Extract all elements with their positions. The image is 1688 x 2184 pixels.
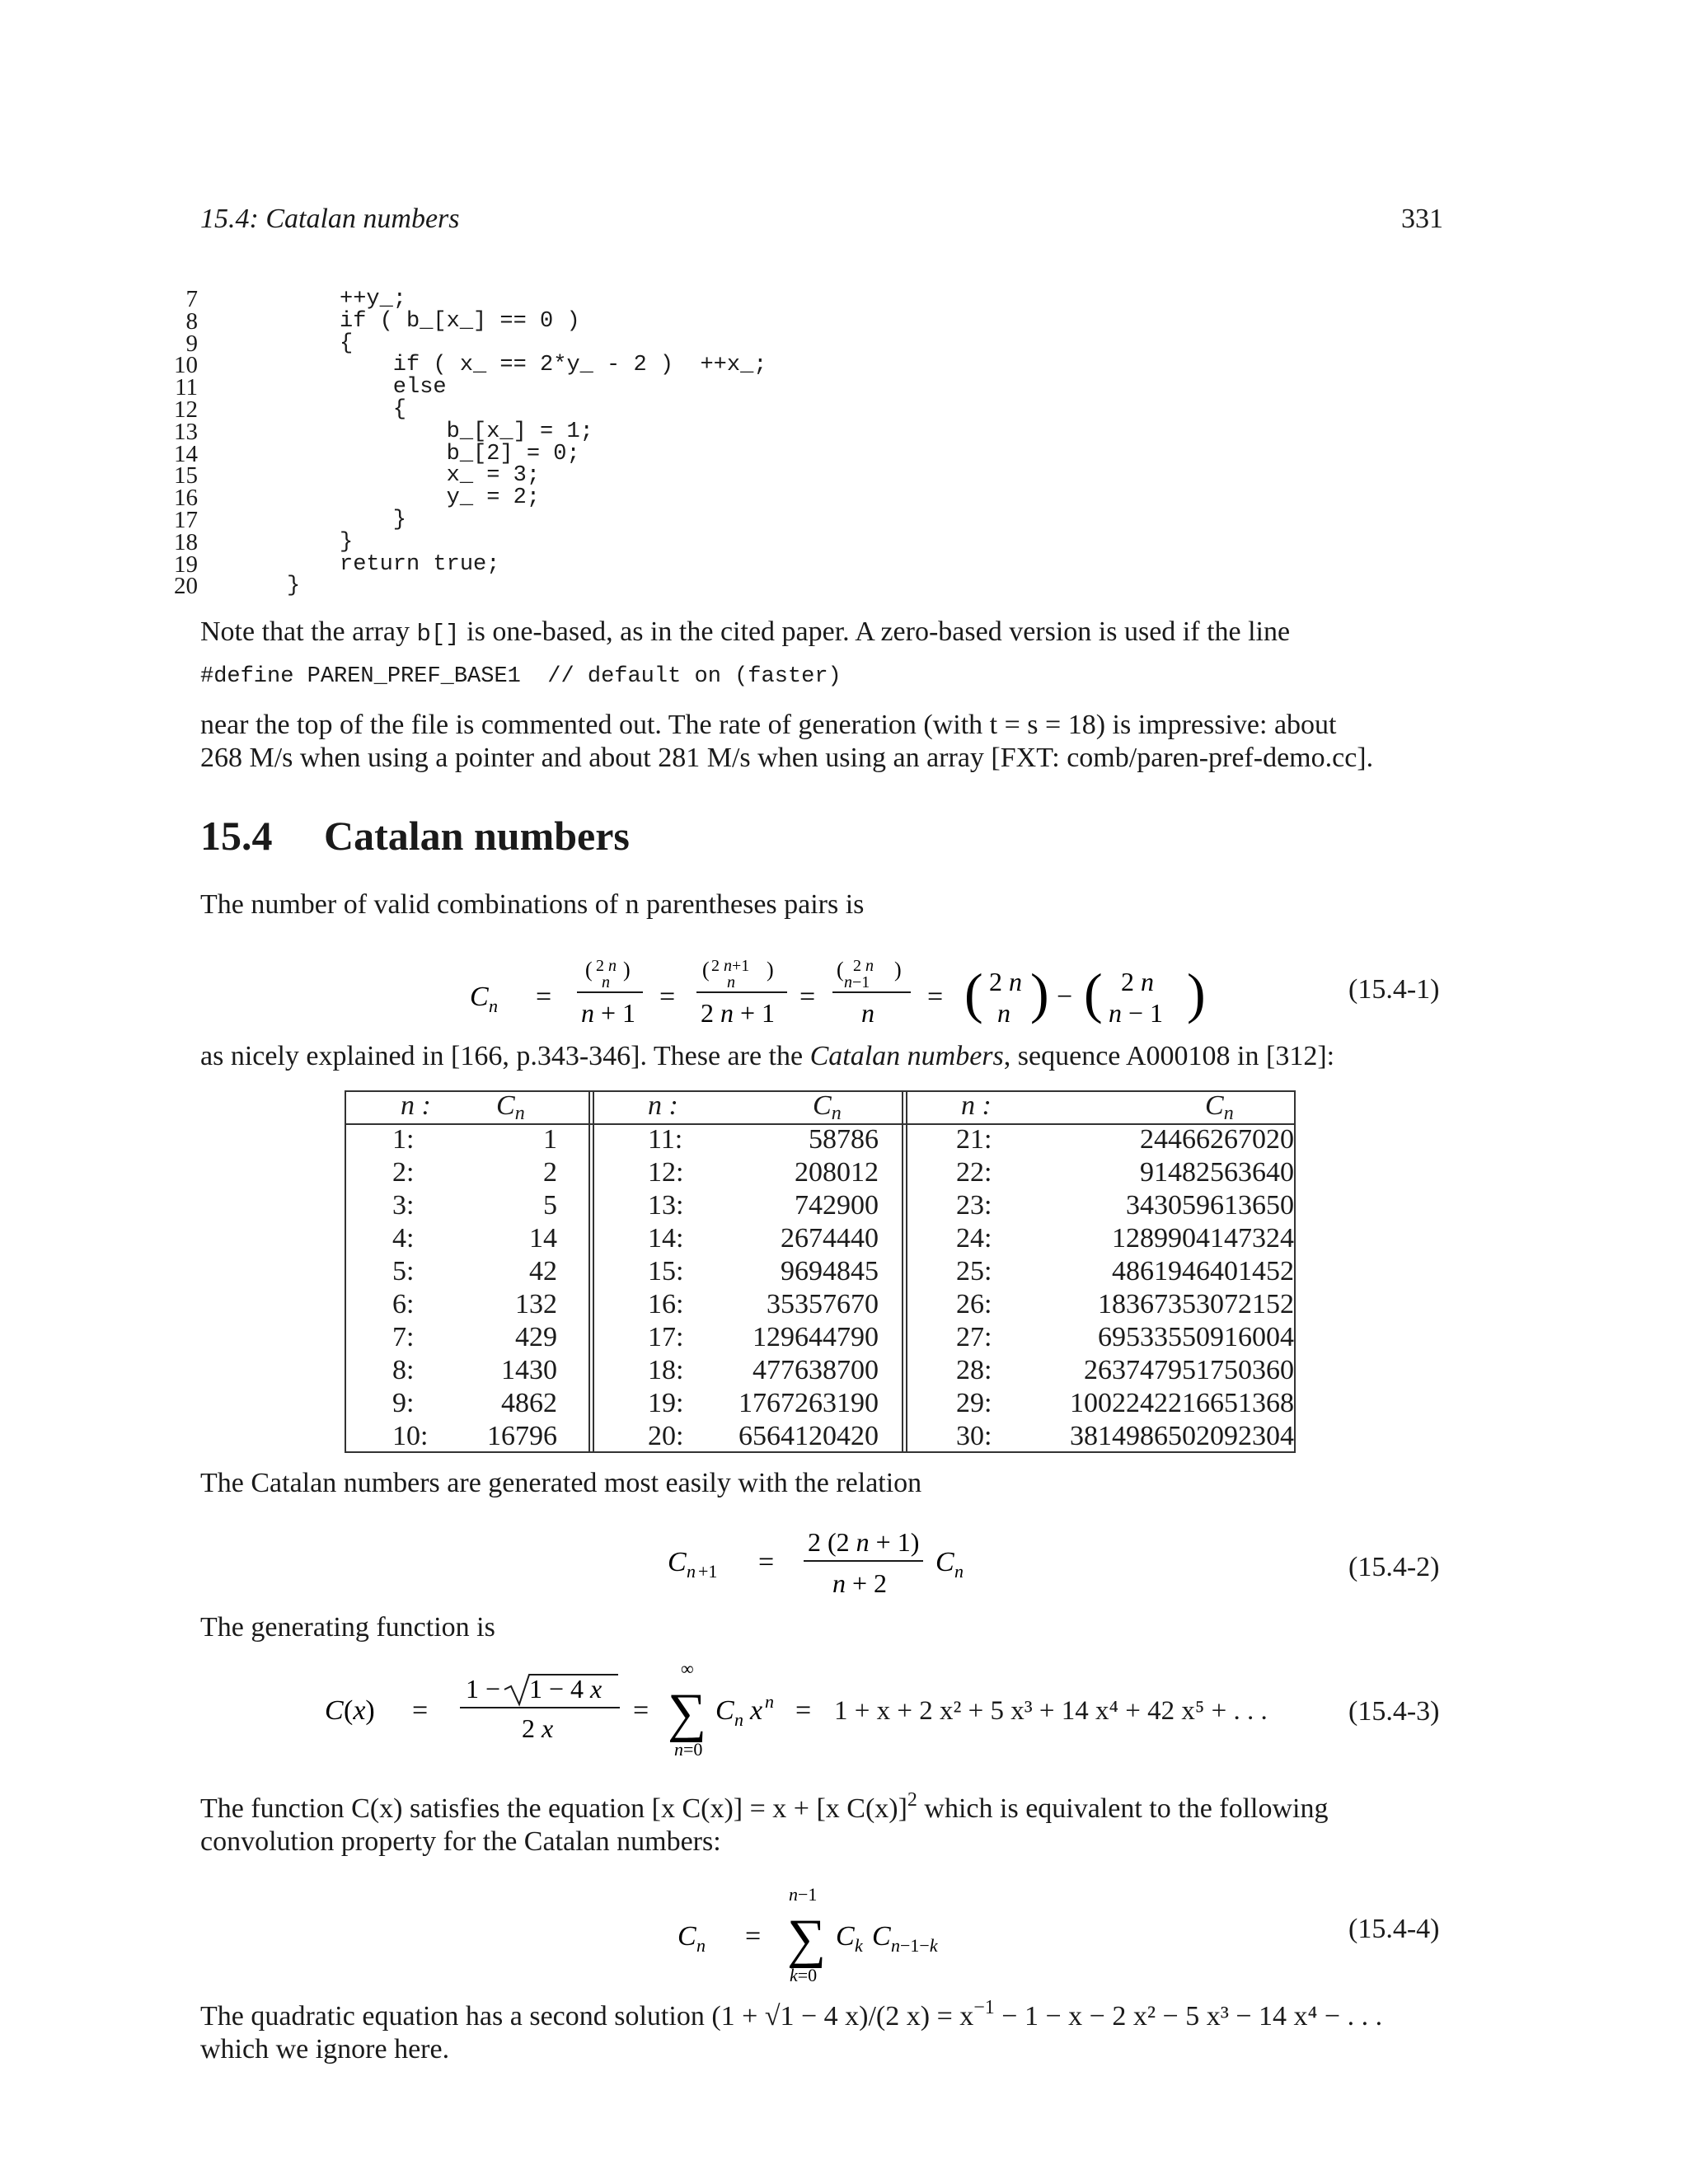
table-row <box>648 1255 879 1288</box>
table-cell-cn: 4862 <box>501 1388 557 1418</box>
table-row <box>392 1156 557 1189</box>
series-expansion: 1 + x + 2 x² + 5 x³ + 14 x⁴ + 42 x⁵ + . . . <box>834 1696 1268 1726</box>
table-cell-n: 13: <box>648 1190 684 1221</box>
emphasis-catalan-numbers: Catalan numbers <box>809 1041 1004 1071</box>
svg-text:∑: ∑ <box>668 1683 707 1743</box>
svg-text:n: n <box>997 998 1010 1028</box>
table-col-3 <box>956 1123 1294 1453</box>
svg-text:(: ( <box>964 962 983 1024</box>
table-row <box>956 1321 1294 1354</box>
svg-text:(: ( <box>702 958 710 982</box>
table-cell-cn: 69533550916004 <box>1098 1322 1294 1352</box>
text: is one-based, as in the cited paper. A zero-based version is used if the line <box>459 616 1291 647</box>
svg-text:n + 2: n + 2 <box>832 1568 888 1598</box>
table-row <box>956 1156 1294 1189</box>
table-cell-cn: 1430 <box>501 1355 557 1385</box>
table-cell-cn: 1002242216651368 <box>1070 1388 1294 1418</box>
svg-text:∞: ∞ <box>681 1658 694 1679</box>
table-cell-cn: 129644790 <box>753 1322 879 1352</box>
code-line-number: 15 <box>174 462 198 490</box>
table-cell-n: 20: <box>648 1421 684 1451</box>
code-line: b_[x_] = 1; <box>340 419 593 444</box>
svg-text:2 n + 1: 2 n + 1 <box>701 998 776 1028</box>
table-col-2 <box>648 1123 879 1453</box>
text-line: The function C(x) satisfies the equation [x C(x)] = x + [x C(x)]$^2$ which is equivalent to the following <box>200 1789 1329 1824</box>
paragraph-array-note <box>200 616 1290 651</box>
svg-text:=: = <box>758 1547 775 1577</box>
code-line: y_ = 2; <box>340 485 541 511</box>
text: Note that the array <box>200 616 417 647</box>
table-header-n: n : <box>961 1090 992 1121</box>
code-line-numbers <box>157 288 198 598</box>
svg-text:n: n <box>861 998 874 1028</box>
table-row <box>648 1420 879 1453</box>
n: n <box>514 1103 525 1124</box>
table-row <box>956 1123 1294 1156</box>
table-cell-cn: 263747951750360 <box>1084 1355 1294 1385</box>
svg-text:): ) <box>1187 962 1206 1024</box>
table-row <box>392 1387 557 1420</box>
equation-number-15-4-1: (15.4-1) <box>1348 974 1440 1005</box>
svg-text:): ) <box>894 958 902 982</box>
table-row <box>956 1222 1294 1255</box>
text: − 1 − x − 2 x² − 5 x³ − 14 x⁴ − . . . <box>994 2001 1383 2032</box>
svg-text:(: ( <box>1084 962 1103 1024</box>
table-cell-cn: 2674440 <box>781 1223 879 1254</box>
table-cell-cn: 5 <box>543 1190 557 1221</box>
code-line-number: 7 <box>185 286 198 312</box>
paragraph-valid-combinations: The number of valid combinations of n parentheses pairs is <box>200 889 865 920</box>
table-cell-cn: 1289904147324 <box>1112 1223 1294 1254</box>
table-header-cn <box>1205 1090 1234 1125</box>
table-row <box>392 1123 557 1156</box>
svg-text:2 n+1: 2 n+1 <box>711 957 750 975</box>
code-line-number: 18 <box>174 528 198 555</box>
table-cell-cn: 429 <box>515 1322 557 1352</box>
equation-15-4-4-graphic <box>659 1879 989 1986</box>
table-cell-n: 27: <box>956 1322 992 1352</box>
svg-text:C: C <box>325 1695 344 1726</box>
table-block <box>956 1123 1294 1453</box>
code-line: if ( b_[x_] == 0 ) <box>340 308 580 334</box>
code-line: } <box>287 574 301 599</box>
table-row <box>648 1222 879 1255</box>
svg-text:∑: ∑ <box>787 1909 827 1969</box>
equation-15-4-3 <box>313 1657 1343 1764</box>
svg-text:n−1: n−1 <box>844 973 870 991</box>
table-cell-cn: 58786 <box>809 1124 879 1155</box>
table-cell-n: 11: <box>648 1124 683 1155</box>
svg-text:1 −: 1 − <box>466 1674 501 1704</box>
table-double-rule <box>902 1092 907 1451</box>
table-cell-cn: 2 <box>543 1157 557 1188</box>
table-cell-cn: 14 <box>529 1223 557 1254</box>
section-number: 15.4 <box>200 813 273 859</box>
svg-text:n + 1: n + 1 <box>581 998 636 1028</box>
section-title: Catalan numbers <box>324 813 630 859</box>
table-cell-cn: 4861946401452 <box>1112 1256 1294 1286</box>
svg-text:): ) <box>1030 962 1049 1024</box>
table-row <box>956 1189 1294 1222</box>
svg-text:(: ( <box>837 958 844 982</box>
n: n <box>831 1103 842 1124</box>
code-line-number: 20 <box>174 573 198 600</box>
svg-text:2 (2 n + 1): 2 (2 n + 1) <box>808 1527 920 1557</box>
table-row <box>648 1123 879 1156</box>
table-cell-cn: 35357670 <box>767 1289 879 1319</box>
text: , sequence A000108 in [312]: <box>1003 1041 1335 1071</box>
svg-text:n: n <box>602 973 610 991</box>
table-cell-cn: 6564120420 <box>738 1421 879 1451</box>
section-heading <box>200 812 630 860</box>
svg-text:=: = <box>799 982 816 1012</box>
text-line: The quadratic equation has a second solution (1 + √1 − 4 x)/(2 $x) = x^{-1} - 1 - x - 2$ x² − 5 x³ − 14 x⁴ − . . . <box>200 1997 1383 2032</box>
table-cell-cn: 1767263190 <box>738 1388 879 1418</box>
svg-text:=: = <box>927 982 944 1012</box>
code-line: x_ = 3; <box>340 463 541 489</box>
table-cell-n: 16: <box>648 1289 684 1319</box>
table-row <box>392 1420 557 1453</box>
code-line-number: 10 <box>174 352 198 379</box>
table-cell-cn: 477638700 <box>753 1355 879 1385</box>
table-cell-cn: 343059613650 <box>1126 1190 1294 1221</box>
table-row <box>956 1420 1294 1453</box>
table-cell-cn: 742900 <box>795 1190 879 1221</box>
svg-text:): ) <box>623 958 631 982</box>
svg-text:C: C <box>715 1695 734 1726</box>
table-cell-cn: 3814986502092304 <box>1070 1421 1294 1451</box>
svg-text:n: n <box>727 973 735 991</box>
table-cell-n: 6: <box>392 1289 415 1319</box>
table-cell-n: 25: <box>956 1256 992 1286</box>
svg-text:C: C <box>470 982 489 1012</box>
table-header-cn <box>813 1090 842 1125</box>
svg-text:n: n <box>696 1935 706 1956</box>
table-row <box>956 1354 1294 1387</box>
table-cell-cn: 24466267020 <box>1140 1124 1294 1155</box>
code-line-number: 19 <box>174 551 198 578</box>
table-cell-n: 14: <box>648 1223 684 1254</box>
svg-text:n: n <box>954 1561 964 1582</box>
code-line: else <box>340 375 447 401</box>
table-row <box>648 1321 879 1354</box>
table-cell-n: 21: <box>956 1124 992 1155</box>
code-line: return true; <box>340 551 500 577</box>
svg-text:−: − <box>1057 982 1073 1012</box>
code-line-number: 8 <box>185 307 198 335</box>
code-line: { <box>340 330 354 356</box>
table-cell-n: 9: <box>392 1388 415 1418</box>
equation-number-15-4-4: (15.4-4) <box>1348 1914 1440 1944</box>
table-cell-cn: 91482563640 <box>1140 1157 1294 1188</box>
table-header-n: n : <box>648 1090 678 1121</box>
code-line: } <box>340 507 407 532</box>
code-line-number: 16 <box>174 485 198 512</box>
paragraph-functional-equation <box>200 1783 1445 1858</box>
table-row <box>648 1189 879 1222</box>
table-cell-n: 5: <box>392 1256 415 1286</box>
table-cell-cn: 42 <box>529 1256 557 1286</box>
table-cell-cn: 208012 <box>795 1157 879 1188</box>
table-col-1 <box>392 1123 557 1453</box>
table-cell-n: 23: <box>956 1190 992 1221</box>
table-row <box>648 1387 879 1420</box>
table-cell-n: 4: <box>392 1223 415 1254</box>
table-cell-n: 24: <box>956 1223 992 1254</box>
table-header-cn <box>496 1090 525 1125</box>
table-cell-n: 18: <box>648 1355 684 1385</box>
svg-text:+1: +1 <box>698 1561 718 1582</box>
svg-text:2 n: 2 n <box>1121 967 1154 996</box>
svg-text:C: C <box>935 1547 954 1577</box>
table-cell-cn: 132 <box>515 1289 557 1319</box>
svg-text:x: x <box>750 1695 763 1726</box>
svg-text:n: n <box>687 1561 696 1582</box>
svg-text:n: n <box>734 1709 743 1730</box>
table-row <box>648 1156 879 1189</box>
table-row <box>392 1189 557 1222</box>
paragraph-catalan-intro <box>200 1040 1334 1073</box>
table-row <box>392 1222 557 1255</box>
table-cell-n: 19: <box>648 1388 684 1418</box>
paragraph-generating-function: The generating function is <box>200 1612 495 1643</box>
table-row <box>392 1321 557 1354</box>
catalan-table <box>345 1090 1296 1453</box>
table-cell-n: 26: <box>956 1289 992 1319</box>
equation-number-15-4-3: (15.4-3) <box>1348 1696 1440 1727</box>
table-cell-n: 17: <box>648 1322 684 1352</box>
table-cell-cn: 18367353072152 <box>1098 1289 1294 1319</box>
svg-text:=: = <box>745 1921 762 1952</box>
equation-number-15-4-2: (15.4-2) <box>1348 1552 1440 1582</box>
svg-text:2 n: 2 n <box>596 957 617 975</box>
svg-text:(x): (x) <box>344 1695 375 1726</box>
code-line-number: 12 <box>174 396 198 423</box>
svg-text:n − 1: n − 1 <box>1109 998 1164 1028</box>
table-cell-n: 3: <box>392 1190 415 1221</box>
table-cell-n: 7: <box>392 1322 415 1352</box>
svg-text:k=0: k=0 <box>790 1965 818 1985</box>
table-row <box>392 1288 557 1321</box>
svg-text:=: = <box>633 1695 649 1726</box>
code-line-number: 13 <box>174 418 198 445</box>
text-line: which we ignore here. <box>200 2034 450 2064</box>
page-number: 331 <box>1401 204 1443 234</box>
code-line: { <box>340 396 407 422</box>
svg-text:=: = <box>795 1695 812 1726</box>
equation-15-4-1 <box>462 940 1220 1038</box>
text: which is equivalent to the following <box>917 1793 1329 1824</box>
equation-15-4-1-graphic <box>462 940 1220 1038</box>
code-line: ++y_; <box>340 287 407 312</box>
c: C <box>813 1090 832 1121</box>
text: as nicely explained in [166, p.343-346]. These are the <box>200 1041 810 1071</box>
inline-code: b[] <box>416 621 460 648</box>
equation-15-4-3-graphic <box>313 1657 841 1764</box>
svg-text:n=0: n=0 <box>674 1739 703 1760</box>
table-block <box>648 1123 879 1453</box>
code-line-number: 11 <box>175 374 198 401</box>
code-listing <box>287 287 767 599</box>
svg-text:=: = <box>659 982 676 1012</box>
svg-text:C: C <box>872 1921 891 1952</box>
svg-text:(: ( <box>585 958 593 982</box>
table-row <box>392 1255 557 1288</box>
svg-text:C: C <box>678 1921 696 1952</box>
running-header-section: 15.4: Catalan numbers <box>200 204 460 234</box>
table-cell-n: 28: <box>956 1355 992 1385</box>
n: n <box>1223 1103 1234 1124</box>
svg-text:n: n <box>489 996 498 1016</box>
table-row <box>956 1255 1294 1288</box>
table-cell-cn: 16796 <box>487 1421 557 1451</box>
table-cell-n: 2: <box>392 1157 415 1188</box>
text-line: convolution property for the Catalan numbers: <box>200 1826 721 1857</box>
svg-text:2 n: 2 n <box>853 957 874 975</box>
define-line: #define PAREN_PREF_BASE1 // default on (faster) <box>200 664 842 689</box>
table-cell-cn: 9694845 <box>781 1256 879 1286</box>
svg-text:k: k <box>855 1935 863 1956</box>
code-line: if ( x_ == 2*y_ - 2 ) ++x_; <box>340 353 767 378</box>
table-header-n: n : <box>401 1090 431 1121</box>
table-cell-n: 30: <box>956 1421 992 1451</box>
code-line-number: 17 <box>174 506 198 533</box>
table-row <box>392 1354 557 1387</box>
code-line: } <box>340 529 354 555</box>
table-cell-n: 22: <box>956 1157 992 1188</box>
table-row <box>648 1354 879 1387</box>
c: C <box>1205 1090 1224 1121</box>
svg-text:=: = <box>536 982 552 1012</box>
c: C <box>496 1090 515 1121</box>
paragraph-rate <box>200 709 1437 775</box>
code-line-number: 14 <box>174 440 198 467</box>
table-cell-n: 15: <box>648 1256 684 1286</box>
code-line-number: 9 <box>185 330 198 357</box>
text-line: 268 M/s when using a pointer and about 281 M/s when using an array [FXT: comb/paren-pref-demo.cc]. <box>200 743 1374 773</box>
text: The function C(x) satisfies the equation [x C(x)] = x + [x C(x)] <box>200 1793 907 1824</box>
text: The quadratic equation has a second solution (1 + √1 − 4 x)/(2 x) = x <box>200 2001 974 2032</box>
svg-text:2 x: 2 x <box>522 1713 554 1743</box>
svg-text:1 − 4 x: 1 − 4 x <box>529 1674 603 1704</box>
table-block <box>392 1123 557 1453</box>
svg-text:): ) <box>767 958 774 982</box>
svg-text:n: n <box>765 1691 774 1712</box>
code-line: b_[2] = 0; <box>340 441 580 466</box>
table-cell-n: 1: <box>392 1124 415 1155</box>
svg-text:C: C <box>668 1547 687 1577</box>
table-cell-n: 29: <box>956 1388 992 1418</box>
svg-text:C: C <box>836 1921 855 1952</box>
svg-text:n−1: n−1 <box>789 1884 818 1905</box>
table-row <box>956 1387 1294 1420</box>
table-cell-n: 8: <box>392 1355 415 1385</box>
table-double-rule <box>588 1092 594 1451</box>
text-line: near the top of the file is commented out. The rate of generation (with t = s = 18) is impressive: about <box>200 710 1337 740</box>
svg-text:2 n: 2 n <box>989 967 1022 996</box>
paragraph-relation: The Catalan numbers are generated most easily with the relation <box>200 1468 922 1498</box>
equation-15-4-2-graphic <box>659 1516 1006 1607</box>
table-cell-n: 12: <box>648 1157 684 1188</box>
svg-text:=: = <box>412 1695 429 1726</box>
table-row <box>956 1288 1294 1321</box>
table-row <box>648 1288 879 1321</box>
svg-text:n−1−k: n−1−k <box>891 1935 938 1956</box>
paragraph-second-solution <box>200 1991 1453 2066</box>
table-cell-n: 10: <box>392 1421 429 1451</box>
equation-15-4-2 <box>659 1516 1006 1607</box>
equation-15-4-4 <box>659 1879 989 1986</box>
table-cell-cn: 1 <box>543 1124 557 1155</box>
